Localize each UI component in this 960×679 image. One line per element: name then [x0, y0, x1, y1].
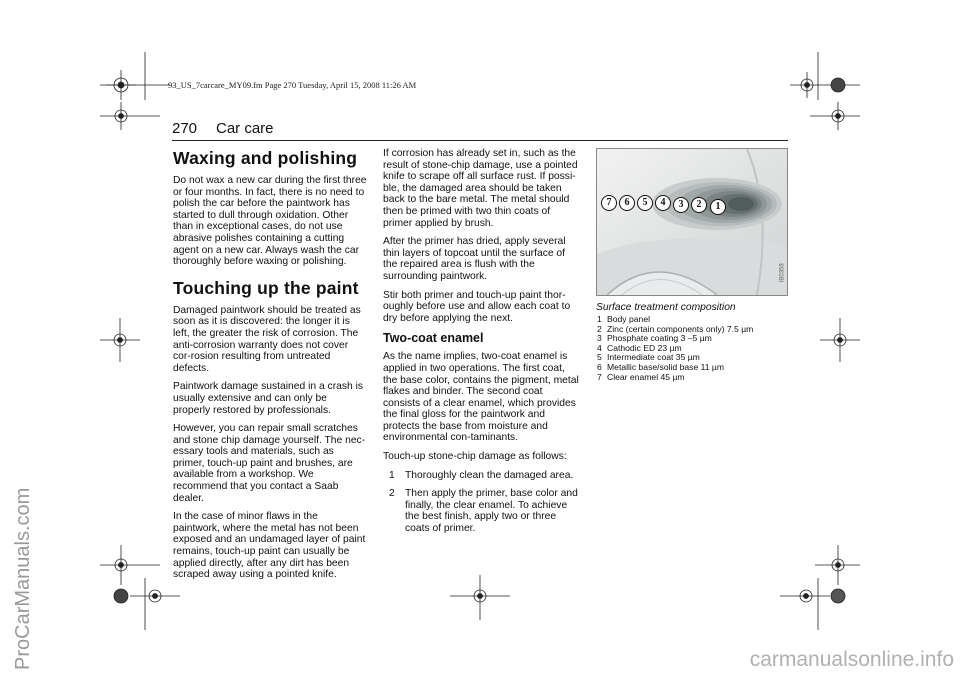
heading-waxing: Waxing and polishing [173, 148, 358, 168]
paragraph-two-coat: As the name implies, two-coat enamel is applied in two operations. The first coat, the base color, contains the pigment, metal flakes and binder. The second coat consists of a clear enamel, which provides the final gloss for the paintwork and protects the base from moisture and environmental con-taminants. [383, 351, 579, 444]
step-number: 1 [389, 469, 395, 481]
list-item: 4 Cathodic ED 23 µm [597, 342, 682, 353]
paragraph-minor-flaws: In the case of minor flaws in the paintwork, where the metal has not been exposed and an undamaged layer of paint remains, touch-up paint can usually be applied directly, after any dirt has been scraped away using a pointed knife. [173, 511, 366, 581]
list-item: 3 Phosphate coating 3 –5 µm [597, 333, 712, 344]
column-1 [173, 148, 367, 588]
callout-2: 2 [691, 197, 707, 213]
paragraph-damage: Damaged paintwork should be treated as soon as it is discovered: the longer it is left, the greater the risk of corrosion. The anti-corrosion warranty does not cover cor-rosion resulting from untreated defects. [173, 304, 361, 374]
figure-caption: Surface treatment composition [596, 302, 736, 313]
paragraph-stir: Stir both primer and touch-up paint thor-oughly before use and allow each coat to dry before applying the next. [383, 289, 571, 324]
section-title: Car care [216, 120, 274, 137]
callout-3: 3 [673, 197, 689, 213]
list-item [383, 488, 579, 534]
bottom-watermark: carmanualsonline.info [749, 648, 954, 671]
list-item: 2 Zinc (certain components only) 7.5 µm [597, 323, 754, 334]
callout-4: 4 [655, 195, 671, 211]
side-watermark: ProCarManuals.com [12, 487, 34, 670]
list-item: 6 Metallic base/solid base 11 µm [597, 361, 725, 372]
list-item [383, 470, 579, 482]
paint-layers-illustration [597, 149, 787, 295]
step-text: Thoroughly clean the damaged area. [405, 469, 574, 481]
callout-1: 1 [710, 199, 726, 215]
list-item: 5 Intermediate coat 35 µm [597, 352, 700, 363]
callout-5: 5 [637, 195, 653, 211]
paragraph-waxing: Do not wax a new car during the first three or four months. In fact, there is no need to polish the car before the paintwork has started to dull through oxidation. Other than in exceptional cases, do not use abrasive polishes containing a cutting agent on a new car. Always wash the car thoroughly before waxing or polishing. [173, 175, 367, 268]
file-info: 93_US_7carcare_MY09.fm Page 270 Tuesday, April 15, 2008 11:26 AM [168, 80, 417, 90]
paragraph-repair: However, you can repair small scratches and stone chip damage yourself. The nec-essary tools and materials, such as primer, touch-up paint and brushes, are available from a workshop. We recommend that you contact a Saab dealer. [173, 423, 366, 504]
steps-list [383, 470, 579, 535]
paragraph-corrosion: If corrosion has already set in, such as the result of stone-chip damage, use a pointed knife to scrape off all surface rust. If possi-ble, the damaged area should be taken back to the bare metal. The metal should then be primed with two thin coats of primer applied by brush. [383, 148, 578, 229]
paragraph-crash: Paintwork damage sustained in a crash is usually extensive and can only be properly restored by professionals. [173, 381, 364, 416]
figure-code: IB0358 [779, 263, 786, 283]
header-rule [172, 140, 788, 141]
column-2 [383, 148, 579, 542]
heading-two-coat: Two-coat enamel [383, 331, 484, 346]
step-number: 2 [389, 488, 395, 500]
step-text: Then apply the primer, base color and finally, the clear enamel. To achieve the best finish, apply two or three coats of primer. [405, 488, 578, 535]
page-number: 270 [172, 120, 198, 137]
paragraph-steps-intro: Touch-up stone-chip damage as follows: [383, 451, 567, 463]
column-3 [596, 148, 788, 382]
list-item: 7 Clear enamel 45 µm [597, 371, 685, 382]
callout-7: 7 [601, 195, 617, 211]
list-item: 1 Body panel [597, 314, 651, 324]
callout-6: 6 [619, 195, 635, 211]
heading-touching-up: Touching up the paint [173, 277, 359, 298]
surface-treatment-figure [596, 148, 788, 296]
paragraph-primer: After the primer has dried, apply several thin layers of topcoat until the surface of the repaired area is flush with the surrounding paintwork. [383, 236, 566, 282]
figure-legend [596, 315, 788, 382]
